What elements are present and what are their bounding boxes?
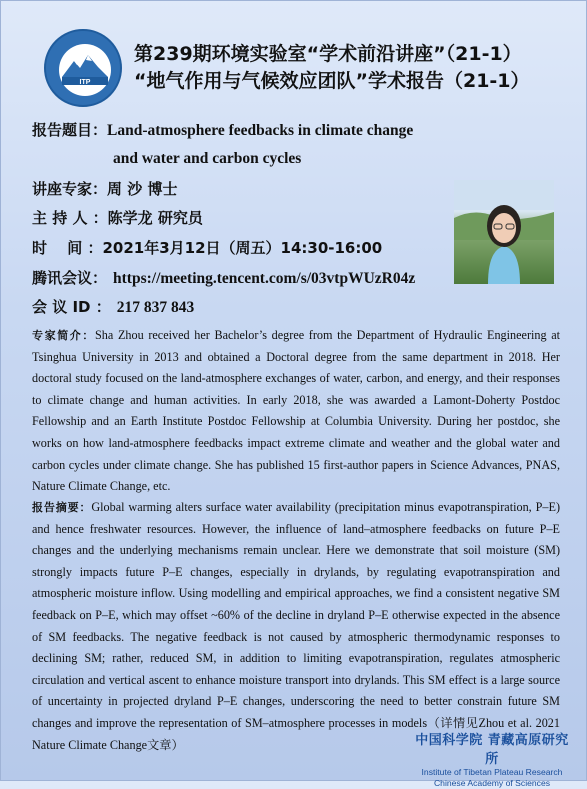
- title-line-1: 第239期环境实验室“学术前沿讲座”（21-1）: [134, 43, 522, 65]
- meeting-row: [32, 267, 415, 288]
- topic-value-line2: and water and carbon cycles: [113, 150, 302, 167]
- institute-name-cn: 中国科学院 青藏高原研究所: [415, 733, 569, 767]
- time-value: 2021年3月12日（周五）14:30-16:00: [102, 239, 383, 257]
- speaker-portrait-icon: [454, 180, 554, 284]
- speaker-row: [32, 178, 177, 199]
- speaker-photo: [454, 180, 554, 284]
- speaker-label: 讲座专家：: [32, 180, 108, 198]
- meeting-label: 腾讯会议：: [32, 269, 108, 287]
- host-row: [32, 207, 203, 228]
- institute-logo: [44, 29, 122, 107]
- meeting-link[interactable]: https://meeting.tencent.com/s/03vtpWUzR04z: [113, 270, 416, 287]
- abstract-text: Global warming alters surface water availability (precipitation minus evapotranspiration, P–E) and hence freshwater resources. However, the influence of land–atmosphere feedbacks on future P–E changes and the underlying mechanisms remain unclear. Here we demonstrate that soil moisture (SM) strongly impacts future P–E changes, especially in drylands, by regulating evapotranspiration and atmospheric moisture inflow. Using modelling and empirical approaches, we find a consistent negative SM feedback on P–E, which may offset ~60% of the decline in dryland P–E otherwise expected in the absence of SM feedbacks. The negative feedback is not caused by atmospheric thermodynamic responses to declining SM; rather, reduced SM, in addition to limiting evapotranspiration, regulates atmospheric circulation and vertical ascent to enhance moisture transport into drylands. This SM effect is a large source of uncertainty in projected dryland P–E changes, underscoring the need to better constrain future SM changes and improve the representation of SM–atmosphere processes in models（详情见Zhou et al. 2021 Nature Climate Change文章）: [32, 500, 561, 752]
- speaker-value: 周 沙 博士: [107, 180, 178, 198]
- speaker-bio: [32, 325, 560, 498]
- host-value: 陈学龙 研究员: [107, 209, 203, 227]
- topic-value-line1: Land-atmosphere feedbacks in climate change: [107, 122, 414, 139]
- bio-text: Sha Zhou received her Bachelor’s degree from the Department of Hydraulic Engineering at Tsinghua University in 2013 and obtained a Doctoral degree from the same department in 2018. Her doctoral study focused on the land-atmosphere exchanges of water, carbon, and energy, and their responses to climate change and human activities. In early 2018, she was awarded a Lamont-Doherty Postdoc Fellowship and an Earth Institute Postdoc Fellowship at Columbia University. During her postdoc, she works on how land-atmosphere feedbacks impact extreme climate and weather and the global water and carbon cycles under climate change. She has published 15 first-author papers in Science Advances, PNAS, Nature Climate Change, etc.: [32, 328, 561, 494]
- page-title: [134, 41, 574, 95]
- time-row: [32, 237, 382, 258]
- topic-row: [32, 119, 413, 140]
- title-line-2: “地气作用与气候效应团队”学术报告（21-1）: [134, 70, 530, 92]
- topic-label: 报告题目：: [32, 121, 108, 139]
- time-label: 时 间 ：: [32, 239, 103, 257]
- bio-label: 专家简介：: [32, 329, 96, 342]
- host-label: 主 持 人 ：: [32, 209, 108, 227]
- institute-signature: [412, 729, 572, 789]
- institute-name-en-1: Institute of Tibetan Plateau Research: [421, 767, 563, 777]
- meeting-id-row: [32, 296, 194, 317]
- meeting-id-value: 217 837 843: [116, 299, 195, 316]
- abstract-label: 报告摘要：: [32, 501, 92, 514]
- institute-name-en-2: Chinese Academy of Sciences: [433, 778, 551, 788]
- talk-abstract: [32, 497, 560, 756]
- topic-row-2: [113, 149, 301, 168]
- mountain-logo-icon: [46, 31, 124, 109]
- svg-text:ITP: ITP: [79, 79, 91, 86]
- meeting-id-label: 会 议 ID ：: [32, 298, 111, 316]
